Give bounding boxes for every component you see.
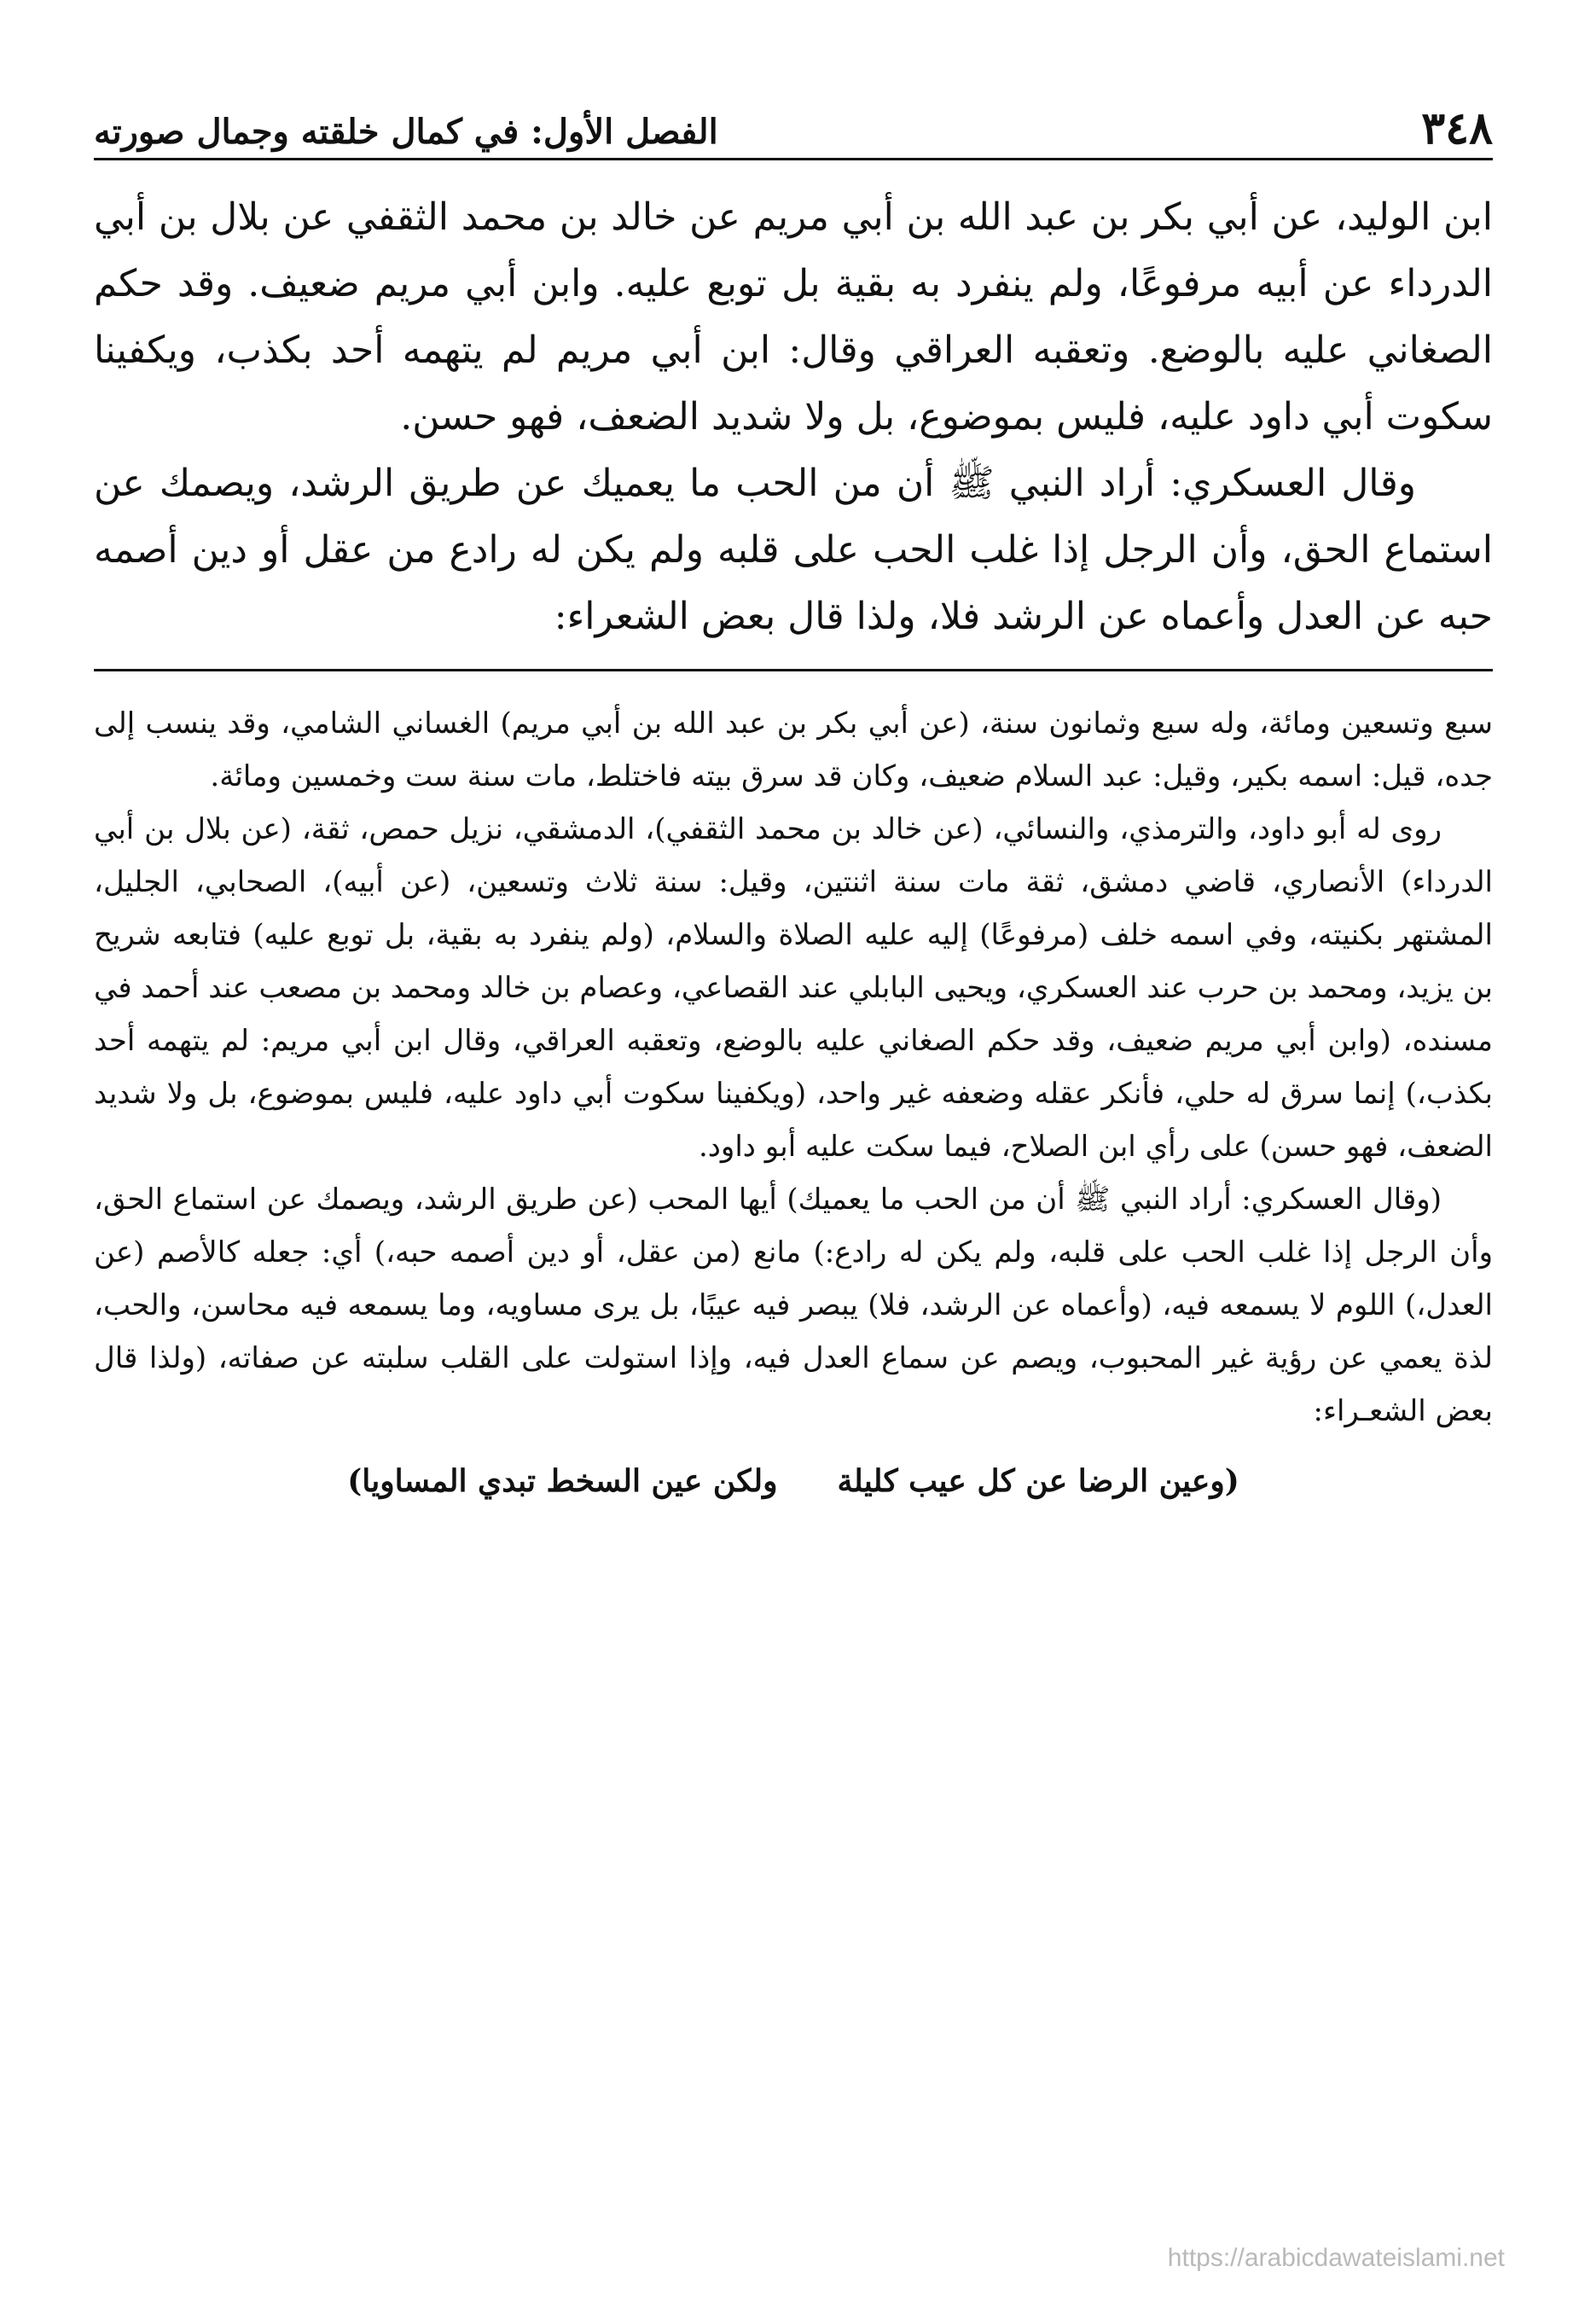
note-paragraph: (وقال العسكري: أراد النبي ﷺ أن من الحب ما يعميك) أيها المحب (عن طريق الرشد، ويصمك عن استماع الحق، وأن الرجل إذا غلب الحب على قلبه، ولم يكن له رادع:) مانع (من عقل، أو دين أصمه حبه،) أي: جعله كالأصم (عن العدل،) اللوم لا يسمعه فيه، (وأعماه عن الرشد، فلا) يبصر فيه عيبًا، بل يرى مساويه، وما يسمعه فيه محاسن، والحب، لذة يعمي عن رؤية غير المحبوب، ويصم عن سماع العدل فيه، وإذا استولت على القلب سلبته عن صفاته، (ولذا قال بعض الشعـراء: <box>94 1182 1493 1428</box>
main-paragraph: وقال العسكري: أراد النبي ﷺ أن من الحب ما يعميك عن طريق الرشد، ويصمك عن استماع الحق، وأن الرجل إذا غلب الحب على قلبه ولم يكن له رادع من عقل أو دين أصمه حبه عن العدل وأعماه عن الرشد فلا، ولذا قال بعض الشعراء: <box>94 462 1493 638</box>
verse-second-hemistich: ولكن عين السخط تبدي المساويا) <box>347 1463 778 1499</box>
note-paragraph: روى له أبو داود، والترمذي، والنسائي، (عن خالد بن محمد الثقفي)، الدمشقي، نزيل حمص، ثقة، (عن بلال بن أبي الدرداء) الأنصاري، قاضي دمشق، ثقة مات سنة اثنتين، وقيل: سنة ثلاث وتسعين، (عن أبيه)، الصحابي، الجليل، المشتهر بكنيته، وفي اسمه خلف (مرفوعًا) إليه عليه الصلاة والسلام، (ولم ينفرد به بقية، بل توبع عليه) فتابعه شريح بن يزيد، ومحمد بن حرب عند العسكري، ويحيى البابلي عند القصاعي، وعصام بن خالد ومحمد بن مصعب عند أحمد في مسنده، (وابن أبي مريم ضعيف، وقد حكم الصغاني عليه بالوضع، وتعقبه العراقي، وقال ابن أبي مريم: لم يتهمه أحد بكذب،) إنما سرق له حلي، فأنكر عقله وضعفه غير واحد، (ويكفينا سكوت أبي داود عليه، فليس بموضوع، بل ولا شديد الضعف، فهو حسن) على رأي ابن الصلاح، فيما سكت عليه أبو داود. <box>94 812 1493 1164</box>
verse-first-hemistich: (وعين الرضا عن كل عيب كليلة <box>837 1463 1239 1499</box>
header-rule <box>94 158 1493 160</box>
note-paragraph: سبع وتسعين ومائة، وله سبع وثمانون سنة، (عن أبي بكر بن عبد الله بن أبي مريم) الغساني الشامي، وقد ينسب إلى جده، قيل: اسمه بكير، وقيل: عبد السلام ضعيف، وكان قد سرق بيته فاختلط، مات سنة ست وخمسين ومائة. <box>94 706 1493 793</box>
chapter-title: الفصل الأول: في كمال خلقته وجمال صورته <box>94 112 718 152</box>
main-paragraph: ابن الوليد، عن أبي بكر بن عبد الله بن أبي مريم عن خالد بن محمد الثقفي عن بلال بن أبي الدرداء عن أبيه مرفوعًا، ولم ينفرد به بقية بل توبع عليه. وابن أبي مريم ضعيف. وقد حكم الصغاني عليه بالوضع. وتعقبه العراقي وقال: ابن أبي مريم لم يتهمه أحد بكذب، ويكفينا سكوت أبي داود عليه، فليس بموضوع، بل ولا شديد الضعف، فهو حسن. <box>94 195 1493 439</box>
main-text <box>94 184 1493 650</box>
page-header <box>94 81 1493 158</box>
poetry-verse <box>94 1460 1493 1502</box>
footnote-separator <box>94 669 1493 671</box>
book-page <box>94 81 1493 2265</box>
page-number: ٣٤٨ <box>1421 102 1493 154</box>
commentary-notes <box>94 697 1493 1502</box>
source-watermark: https://arabicdawateislami.net <box>1167 2244 1505 2272</box>
